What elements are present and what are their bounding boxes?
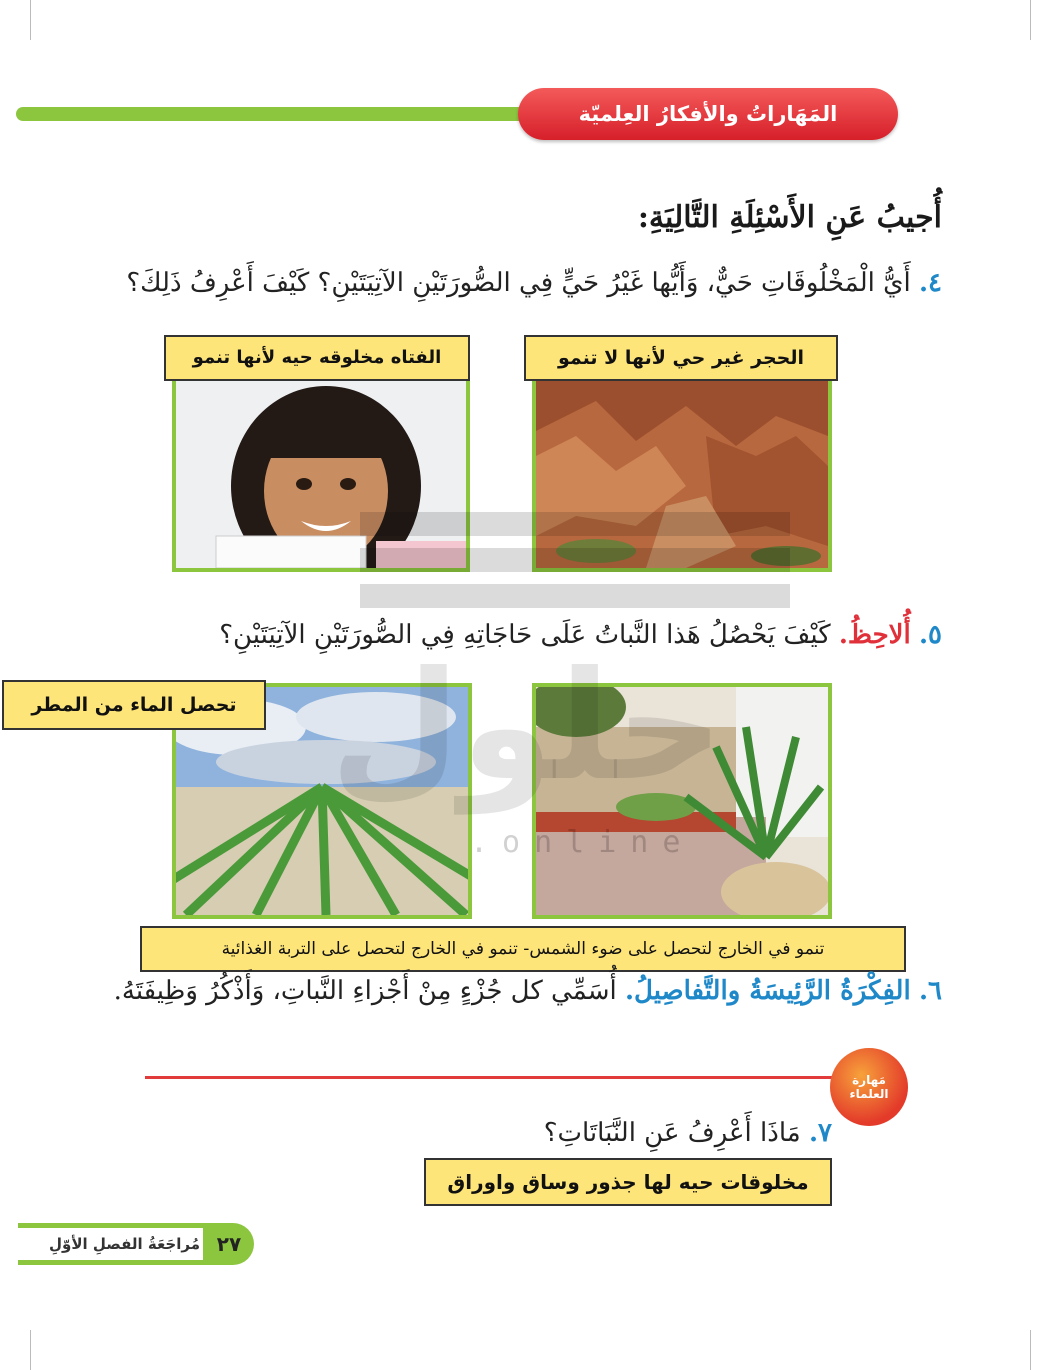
instructions-heading: أُجيبُ عَنِ الأَسْئِلَةِ التَّالِيَةِ:	[637, 200, 942, 235]
watermark-bars	[360, 512, 790, 608]
section-title: المَهَاراتُ والأفكارُ العِلميّة	[578, 102, 838, 126]
question-text: أَيُّ الْمَخْلُوقَاتِ حَيٌّ، وَأَيُّها غَيْرُ حَيٍّ فِي الصُّورَتَيْنِ الآتِيَتَيْنِ؟ كَيْفَ أَعْرِفُ ذَلِكَ؟	[126, 268, 911, 298]
answer-rain: تحصل الماء من المطر	[2, 680, 266, 730]
crop-mark	[1030, 1330, 1031, 1370]
question-number: ٥.	[918, 620, 942, 650]
question-number: ٤.	[918, 268, 942, 298]
question-number: ٦.	[918, 976, 942, 1006]
question-text: كَيْفَ يَحْصُلُ هَذا النَّباتُ عَلَى حَاجَاتِهِ فِي الصُّورَتَيْنِ الآتِيَتَيْنِ؟	[219, 620, 831, 650]
page-number: ٢٧	[216, 1232, 242, 1256]
crop-mark	[30, 1330, 31, 1370]
answer-plants: مخلوقات حيه لها جذور وساق واوراق	[424, 1158, 832, 1206]
watermark-site: .online	[470, 825, 695, 860]
question-number: ٧.	[808, 1118, 832, 1148]
crop-mark	[1030, 0, 1031, 40]
scientists-skill-badge: مَهارة العلماء	[830, 1048, 908, 1126]
crop-mark	[30, 0, 31, 40]
section-title-tab	[518, 88, 898, 140]
skill-keyword: الفِكْرَةُ الرَّئِيسَةُ والتَّفاصِيلُ.	[624, 976, 911, 1006]
section-divider	[145, 1076, 835, 1079]
question-text: أُسَمِّي كل جُزْءٍ مِنْ أَجْزاءِ النَّباتِ، وَأَذْكُرُ وَظِيفَتَهُ.	[113, 976, 617, 1006]
question-4	[126, 268, 942, 298]
answer-light: تنمو في الخارج لتحصل على ضوء الشمس- تنمو في الخارج لتحصل على التربة الغذائية	[140, 926, 906, 972]
question-text: مَاذَا أَعْرِفُ عَنِ النَّبَاتَاتِ؟	[543, 1118, 801, 1148]
chapter-review-title: مُراجَعَةُ الفصلِ الأوّلِ	[49, 1235, 200, 1253]
answer-rock: الحجر غير حي لأنها لا تنمو	[524, 335, 838, 381]
question-7	[544, 1118, 832, 1148]
skill-keyword: أُلاحِظُ.	[838, 620, 911, 650]
question-6	[114, 976, 942, 1006]
answer-girl: الفتاه مخلوقه حيه لأنها تنمو	[164, 335, 470, 381]
watermark-logo: حلول	[330, 640, 724, 814]
